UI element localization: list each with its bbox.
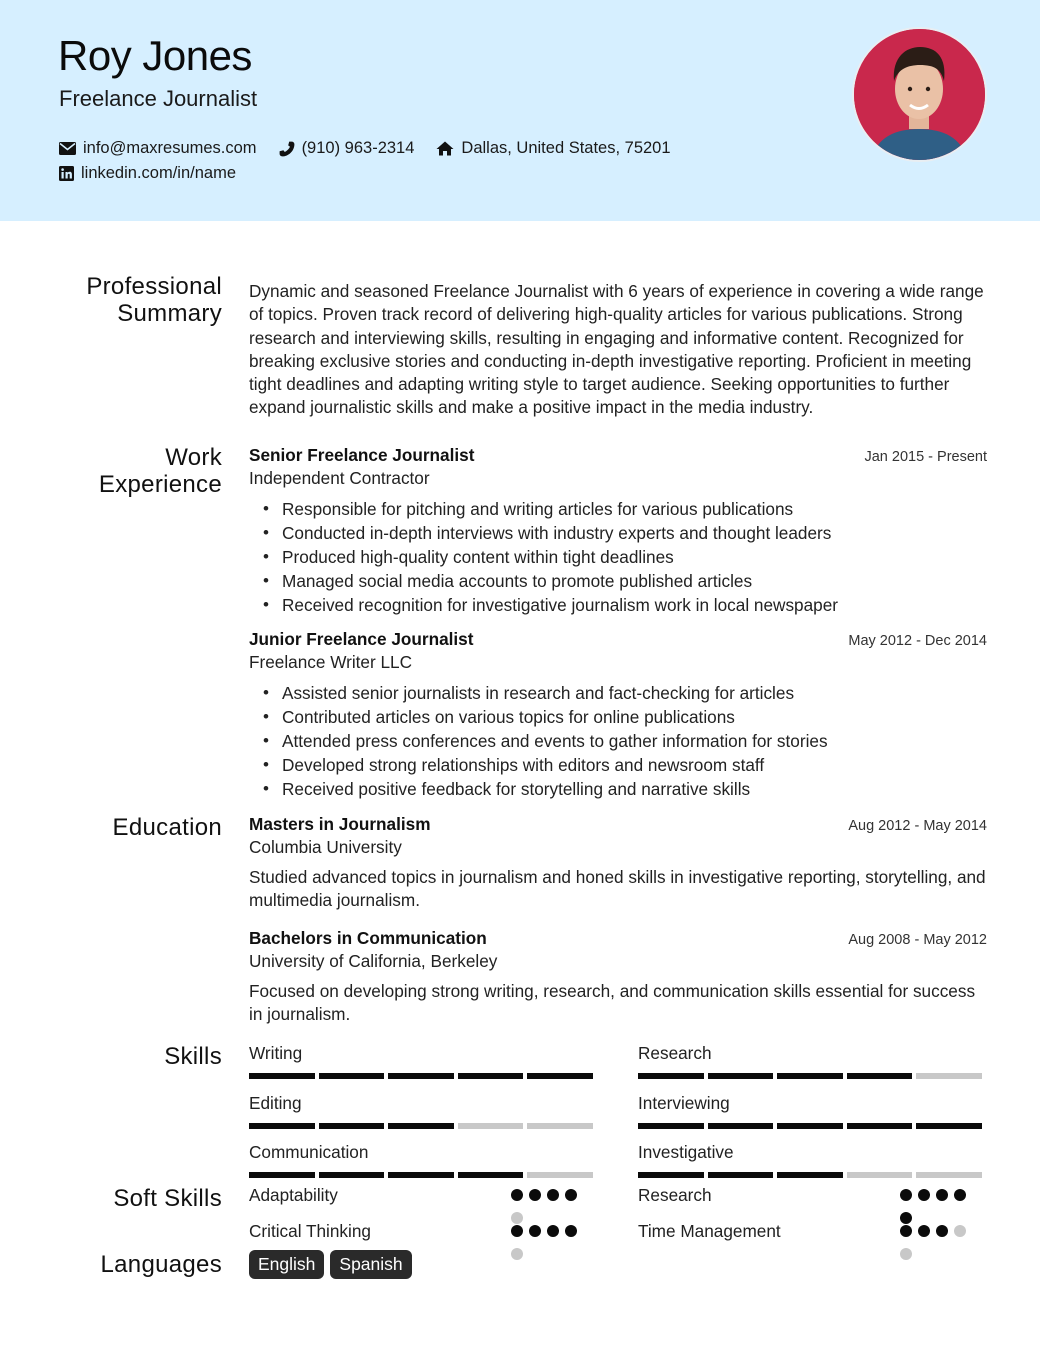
skill-level-segment (847, 1073, 913, 1079)
skill-level-segment (916, 1172, 982, 1178)
skill-level-segment (777, 1073, 843, 1079)
skill-level-segment (527, 1172, 593, 1178)
rating-dot (918, 1189, 930, 1201)
skill-item (249, 1093, 597, 1129)
list-item: • Attended press conferences and events to gather information for stories (259, 729, 987, 753)
skill-item (638, 1142, 986, 1178)
language-tag: English (249, 1250, 324, 1279)
list-item: • Developed strong relationships with editors and newsroom staff (259, 753, 987, 777)
skill-level-segment (388, 1073, 454, 1079)
rating-dot (565, 1225, 577, 1237)
list-item: • Contributed articles on various topics for online publications (259, 705, 987, 729)
linkedin-icon (59, 166, 74, 181)
skill-level-segment (249, 1172, 315, 1178)
languages-heading: Languages (100, 1251, 222, 1278)
rating-dot (954, 1225, 966, 1237)
rating-dot (511, 1212, 523, 1224)
education-entry (249, 928, 987, 1027)
job-title: Junior Freelance Journalist (249, 629, 474, 649)
job-company: Independent Contractor (249, 468, 430, 488)
skill-level-bar (638, 1172, 986, 1178)
job-entry (249, 445, 987, 617)
soft-skill-name: Critical Thinking (249, 1221, 371, 1241)
skill-level-segment (319, 1172, 385, 1178)
list-item: • Assisted senior journalists in research and fact-checking for articles (259, 681, 987, 705)
skill-item (249, 1043, 597, 1079)
contact-row (59, 139, 693, 158)
skill-level-bar (249, 1073, 597, 1079)
rating-dot (900, 1189, 912, 1201)
list-item: • Received recognition for investigative journalism work in local newspaper (259, 593, 987, 617)
skill-level-segment (708, 1073, 774, 1079)
soft-skill-name: Time Management (638, 1221, 781, 1241)
skill-level-segment (527, 1123, 593, 1129)
contact-email[interactable] (59, 139, 257, 158)
skill-level-bar (638, 1073, 986, 1079)
resume-header (0, 0, 1040, 221)
soft-skills-heading: Soft Skills (113, 1185, 222, 1212)
skill-level-segment (249, 1073, 315, 1079)
email-text: info@maxresumes.com (83, 139, 257, 157)
skill-level-segment (249, 1123, 315, 1129)
rating-dot (547, 1189, 559, 1201)
education-description: Studied advanced topics in journalism and honed skills in investigative reporting, storytelling, and multimedia journalism. (249, 867, 986, 911)
skill-level-segment (388, 1123, 454, 1129)
rating-dot (900, 1212, 912, 1224)
skill-level-segment (527, 1073, 593, 1079)
education-date: Aug 2008 - May 2012 (848, 932, 987, 948)
summary-heading (86, 273, 222, 327)
education-description: Focused on developing strong writing, research, and communication skills essential for success in journalism. (249, 981, 976, 1025)
job-company: Freelance Writer LLC (249, 652, 413, 672)
skill-level-segment (458, 1073, 524, 1079)
experience-heading (99, 444, 222, 498)
job-entry (249, 629, 987, 801)
language-tag: Spanish (330, 1250, 411, 1279)
soft-skill-dots (900, 1225, 980, 1271)
language-list (249, 1250, 418, 1279)
skill-name: Writing (249, 1043, 303, 1063)
skill-level-segment (708, 1172, 774, 1178)
skill-level-segment (319, 1123, 385, 1129)
education-date: Aug 2012 - May 2014 (848, 818, 987, 834)
skill-level-bar (249, 1123, 597, 1129)
skill-name: Research (638, 1043, 712, 1063)
contact-row-2 (59, 164, 258, 183)
rating-dot (511, 1248, 523, 1260)
candidate-name: Roy Jones (58, 32, 252, 79)
rating-dot (936, 1225, 948, 1237)
degree-title: Masters in Journalism (249, 814, 431, 834)
skill-name: Communication (249, 1142, 369, 1162)
soft-skill-name: Adaptability (249, 1185, 338, 1205)
summary-heading-line2: Summary (117, 300, 222, 327)
school-name: Columbia University (249, 837, 402, 857)
skill-name: Interviewing (638, 1093, 730, 1113)
skill-level-segment (458, 1123, 524, 1129)
job-bullets (259, 681, 987, 801)
list-item: • Conducted in-depth interviews with industry experts and thought leaders (259, 521, 987, 545)
education-entry (249, 814, 987, 913)
skill-item (638, 1043, 986, 1079)
list-item: • Responsible for pitching and writing articles for various publications (259, 497, 987, 521)
skill-level-segment (638, 1123, 704, 1129)
home-icon (436, 141, 454, 156)
list-item: • Produced high-quality content within tight deadlines (259, 545, 987, 569)
skill-level-segment (319, 1073, 385, 1079)
envelope-icon (59, 142, 76, 155)
rating-dot (529, 1189, 541, 1201)
summary-heading-line1: Professional (86, 273, 222, 300)
skill-level-bar (249, 1172, 597, 1178)
job-title: Senior Freelance Journalist (249, 445, 475, 465)
rating-dot (529, 1225, 541, 1237)
job-date: May 2012 - Dec 2014 (848, 633, 987, 649)
skills-heading: Skills (164, 1043, 222, 1070)
contact-address (436, 139, 670, 158)
rating-dot (511, 1225, 523, 1237)
job-bullets (259, 497, 987, 617)
education-heading: Education (112, 814, 222, 841)
contact-phone[interactable] (279, 139, 415, 158)
skill-level-segment (916, 1073, 982, 1079)
list-item: • Managed social media accounts to promote published articles (259, 569, 987, 593)
rating-dot (547, 1225, 559, 1237)
skill-name: Investigative (638, 1142, 734, 1162)
skill-level-segment (847, 1123, 913, 1129)
rating-dot (918, 1225, 930, 1237)
skill-level-segment (777, 1172, 843, 1178)
rating-dot (900, 1225, 912, 1237)
skill-name: Editing (249, 1093, 302, 1113)
skill-level-segment (916, 1123, 982, 1129)
contact-linkedin[interactable] (59, 164, 236, 183)
address-text: Dallas, United States, 75201 (461, 139, 671, 157)
experience-heading-line2: Experience (98, 471, 222, 498)
rating-dot (565, 1189, 577, 1201)
skill-level-segment (388, 1172, 454, 1178)
rating-dot (954, 1189, 966, 1201)
skill-level-segment (777, 1123, 843, 1129)
skill-level-segment (847, 1172, 913, 1178)
rating-dot (900, 1248, 912, 1260)
skill-level-segment (638, 1073, 704, 1079)
job-date: Jan 2015 - Present (864, 449, 987, 465)
skill-level-bar (638, 1123, 986, 1129)
skill-level-segment (458, 1172, 524, 1178)
list-item: • Received positive feedback for storytelling and narrative skills (259, 777, 987, 801)
phone-text: (910) 963-2314 (301, 139, 415, 157)
skill-level-segment (638, 1172, 704, 1178)
school-name: University of California, Berkeley (249, 951, 498, 971)
phone-icon (279, 141, 295, 157)
candidate-title: Freelance Journalist (59, 86, 258, 111)
experience-heading-line1: Work (165, 444, 222, 471)
rating-dot (936, 1189, 948, 1201)
skill-item (249, 1142, 597, 1178)
person-portrait-icon (854, 29, 985, 160)
soft-skill-name: Research (638, 1185, 712, 1205)
soft-skill-dots (511, 1225, 591, 1271)
profile-photo (852, 27, 987, 162)
linkedin-text: linkedin.com/in/name (81, 164, 236, 182)
rating-dot (511, 1189, 523, 1201)
skill-level-segment (708, 1123, 774, 1129)
summary-text: Dynamic and seasoned Freelance Journalist with 6 years of experience in covering a wide range of topics. Proven track record of delivering high-quality articles for various publications. Strong research and interviewing skills, resulting in engaging and informative content. Recognized for breaking exclusive stories and conducting in-depth investigative reporting. Proficient in meeting tight deadlines and adapting writing style to target audience. Seeking opportunities to further expand journalistic skills and make a positive impact in the media industry. (249, 281, 984, 418)
degree-title: Bachelors in Communication (249, 928, 487, 948)
skill-item (638, 1093, 986, 1129)
